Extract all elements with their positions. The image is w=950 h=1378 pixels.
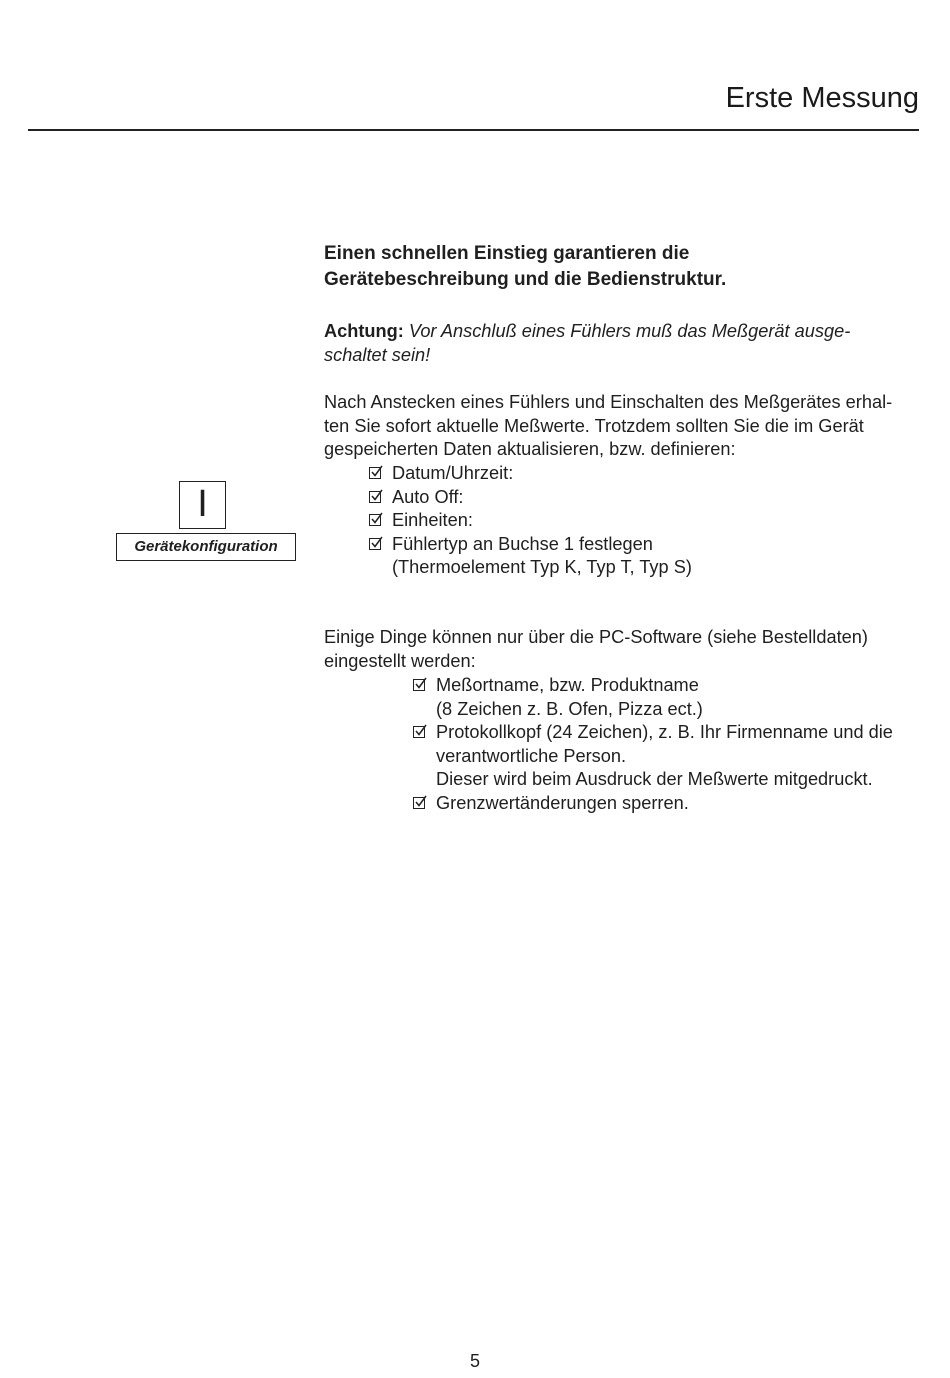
checklist-item bbox=[369, 462, 692, 486]
warning-lead: Achtung: bbox=[324, 321, 404, 341]
checklist-item-detail: verantwortliche Person. bbox=[436, 745, 627, 766]
pc-software-checklist bbox=[413, 674, 893, 816]
checked-box-icon bbox=[413, 726, 425, 738]
checklist-item-label: Fühlertyp an Buchse 1 festlegen bbox=[392, 533, 653, 554]
paragraph-line: eingestellt werden: bbox=[324, 650, 476, 671]
checklist-item-label: Auto Off: bbox=[392, 486, 464, 507]
intro-line: Einen schnellen Einstieg garantieren die bbox=[324, 243, 690, 264]
warning-line-2: schaltet sein! bbox=[324, 344, 431, 365]
checked-box-icon bbox=[413, 679, 425, 691]
checklist-item-label: Meßortname, bzw. Produktname bbox=[436, 675, 699, 695]
checklist-item bbox=[369, 486, 692, 510]
paragraph-pc-software bbox=[324, 626, 924, 673]
paragraph-line: gespeicherten Daten aktualisieren, bzw. definieren: bbox=[324, 439, 736, 460]
checklist-item-label: Einheiten: bbox=[392, 510, 473, 531]
intro-heading bbox=[324, 241, 924, 293]
page-number: 5 bbox=[469, 1351, 480, 1371]
checklist-item-label: Datum/Uhrzeit: bbox=[392, 463, 514, 483]
header-divider bbox=[28, 129, 919, 131]
warning-line-1 bbox=[324, 320, 924, 344]
checklist-item bbox=[413, 721, 893, 792]
checked-box-icon bbox=[369, 514, 381, 526]
checklist-item-detail: (Thermoelement Typ K, Typ T, Typ S) bbox=[392, 557, 692, 578]
checked-box-icon bbox=[369, 538, 381, 550]
device-settings-checklist bbox=[369, 462, 692, 580]
checklist-item bbox=[413, 792, 893, 816]
checked-box-icon bbox=[369, 467, 381, 479]
checklist-item bbox=[413, 674, 893, 721]
paragraph-line: Nach Anstecken eines Fühlers und Einschalten des Meßgerätes erhal- bbox=[324, 392, 893, 412]
checklist-item bbox=[369, 509, 692, 533]
paragraph-sensor-setup bbox=[324, 391, 924, 462]
section-number-box: I bbox=[179, 481, 226, 529]
checklist-item-detail: Dieser wird beim Ausdruck der Meßwerte mitgedruckt. bbox=[436, 769, 873, 790]
section-label: Gerätekonfiguration bbox=[116, 533, 296, 561]
checked-box-icon bbox=[369, 491, 381, 503]
checklist-item-detail: (8 Zeichen z. B. Ofen, Pizza ect.) bbox=[436, 698, 703, 719]
checked-box-icon bbox=[413, 797, 425, 809]
page-title: Erste Messung bbox=[725, 82, 919, 114]
main-content bbox=[324, 241, 924, 813]
intro-line: Gerätebeschreibung und die Bedienstruktur. bbox=[324, 269, 727, 290]
warning-note bbox=[324, 320, 924, 367]
checklist-item bbox=[369, 533, 692, 580]
paragraph-line: Einige Dinge können nur über die PC-Software (siehe Bestelldaten) bbox=[324, 627, 868, 647]
checklist-item-label: Grenzwertänderungen sperren. bbox=[436, 792, 689, 813]
checklist-item-label: Protokollkopf (24 Zeichen), z. B. Ihr Firmenname und die bbox=[436, 722, 893, 743]
warning-text: Vor Anschluß eines Fühlers muß das Meßgerät ausge- bbox=[403, 321, 851, 341]
paragraph-line: ten Sie sofort aktuelle Meßwerte. Trotzdem sollten Sie die im Gerät bbox=[324, 415, 864, 436]
